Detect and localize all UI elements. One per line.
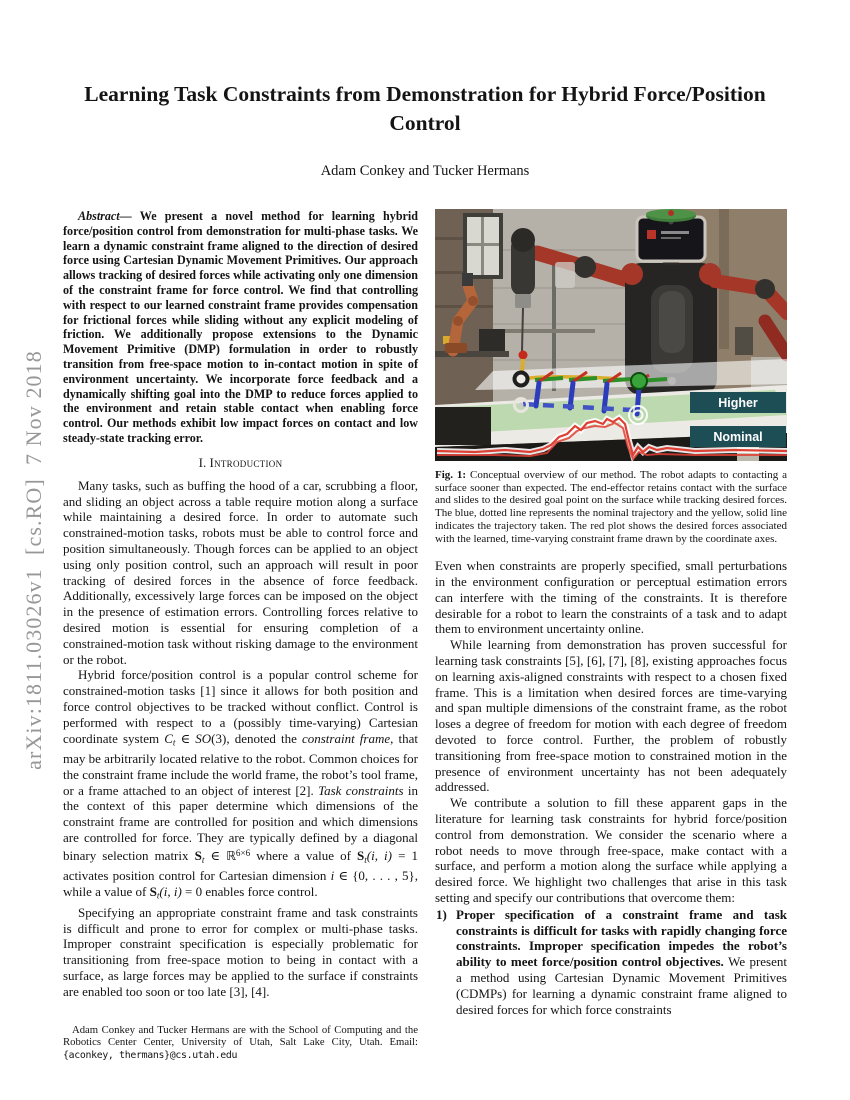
wall-pipe-horizontal (493, 329, 595, 333)
figure-1-image (435, 209, 787, 461)
intro-paragraph-1: Many tasks, such as buffing the hood of a car, scrubbing a floor, and sliding an object across a table require motion along a surface while maintaining a desired force. In order to automate such constrained-motion tasks, robots must be able to control force and position simultaneously. Though forces can be applied to an object using only position control, such an approach will result in poor tracking of desired forces in the absence of force feedback. Additionally, excessively large forces can be imposed on the object in the presence of estimation errors. Controlling forces relative to desired motion is essential for ensuring completion of a constrained-motion task without risking damage to the environment or the robot. (63, 477, 418, 667)
list-item-number: 1) (436, 906, 447, 922)
author-footnote: Adam Conkey and Tucker Hermans are with the School of Computing and the Robotics Center Center, University of Utah, Salt Lake City, Utah. Email: {aconkey, thermans}@cs.utah.edu (63, 1023, 418, 1062)
arxiv-stamp: arXiv:1811.03026v1 [cs.RO] 7 Nov 2018 (21, 350, 46, 770)
paper-title (70, 80, 780, 138)
nominal-label: Nominal (690, 426, 786, 447)
intro-paragraph-2: Hybrid force/position control is a popular control scheme for constrained-motion tasks [1] since it allows for both position and force control objectives to be tracked without conflict. Control is performed with respect to a (possibly time-varying) Cartesian coordinate system $C_t$ ∈ SO(3), denoted the constraint frame, that may be arbitrarily located relative to the robot. Common choices for the constraint frame include the world frame, the robot’s tool frame, or a frame attached to an object of interest [2]. Task constraints in the context of this paper determine which dimensions of the constraint frame are controlled for position and which dimensions are controlled for force. They are typically defined by a diagonal binary selection matrix $S_t$ ∈ ℝ$^{6\times 6}$ where a value of $S_t(i$, i) = 1 activates position control for Cartesian dimension i ∈ {0, . . . , 5}, while a value of $S_t(i$, i) = 0 enables force control. (63, 667, 418, 901)
left-column (63, 209, 418, 1063)
start-marker (515, 373, 528, 386)
right-paragraph-1: Even when constraints are properly specified, small perturbations in the environment configuration or perceptual estimation errors can interfere with the timing of the constraints. It is therefore desirable for a robot to learn the constraints of a task and to adapt them to environment uncertainty online. (435, 558, 787, 637)
right-column (435, 209, 787, 1017)
section-heading-introduction: I. Introduction (198, 454, 283, 470)
end-effector-ball-marker (519, 351, 528, 360)
contribution-list-item-1 (435, 907, 787, 1018)
goal-marker (631, 373, 647, 389)
paper-title-line1: Learning Task Constraints from Demonstration for Hybrid Force/Position (84, 82, 766, 106)
list-item-text: Proper specification of a constraint frame and task constraints is difficult for tasks with rapidly changing force constraints. Improper specification impedes the robot’s ability to meet force/position control objectives. We present a method using Cartesian Dynamic Movement Primitives (CDMPs) for learning a dynamic constraint frame aligned to desired forces for which force constraints (456, 906, 787, 1017)
paper-title-line2: Control (389, 111, 461, 135)
right-paragraph-3: We contribute a solution to fill these apparent gaps in the literature for learning task constraints for hybrid force/position control from demonstration. We consider the scenario where a robot needs to move through free-space, make contact with a surface, and perform a motion along the surface while applying a desired force. We highlight two challenges that arise in this task setting and specify our contributions that overcome them: (435, 795, 787, 905)
intro-paragraph-3: Specifying an appropriate constraint frame and task constraints is difficult and prone to error for complex or multi-phase tasks. Improper constraint specification is especially problematic for transitioning from free-space motion to being in contact with a surface, as large forces may be applied to the surface if constraints are enabled too soon or too late [3], [4]. (63, 904, 418, 999)
paper-authors: Adam Conkey and Tucker Hermans (320, 163, 530, 179)
abstract-paragraph: Abstract— We present a novel method for learning hybrid force/position control from demonstration for multi-phase tasks. We learn a dynamic constraint frame aligned to the direction of desired force using Cartesian Dynamic Movement Primitives. Our approach allows tracking of desired forces while activating only one dimension of the constraint frame for force control. We find that controlling with respect to our learned constraint frame provides compensation for frictional forces while sliding without any explicit modeling of friction. We additionally propose extensions to the Dynamic Movement Primitive (DMP) formulation in order to robustly transition from free-space motion to in-contact motion in spite of environment uncertainty. We incorporate force feedback and a dynamically shifting goal into the DMP to reduce forces applied to the environment and retain stable contact when enabling force control. Our methods exhibit low impact forces on contact and low steady-state tracking error. (63, 209, 418, 445)
figure-1-caption: Fig. 1: Conceptual overview of our method. The robot adapts to contacting a surface sooner than expected. The end-effector retains contact with the surface and slides to the desired goal point on the surface while tracking desired forces. The blue, dotted line represents the nominal trajectory and the yellow, solid line indicates the trajectory taken. The red plot shows the desired forces associated with the learned, time-varying constraint frame drawn by the coordinate axes. (435, 469, 787, 545)
figure-1 (435, 209, 787, 461)
right-paragraph-2: While learning from demonstration has proven successful for learning task constraints [5], [6], [7], [8], existing approaches focus on learning axis-aligned constraints with respect to a chosen fixed frame. This is a limitation when desired forces are time-varying and span multiple dimensions of the constraint frame, as the robot loses a degree of freedom for motion with each degree of freedom devoted to force control. Further, the problem of robustly transitioning from free-space motion to constrained motion in the presence of environment uncertainty has not been adequately addressed. (435, 637, 787, 795)
two-column-body (63, 209, 787, 1063)
wall-box (735, 327, 753, 355)
baxter-head-sonar-ring (646, 209, 696, 222)
window (463, 213, 503, 279)
higher-label: Higher (690, 392, 786, 413)
